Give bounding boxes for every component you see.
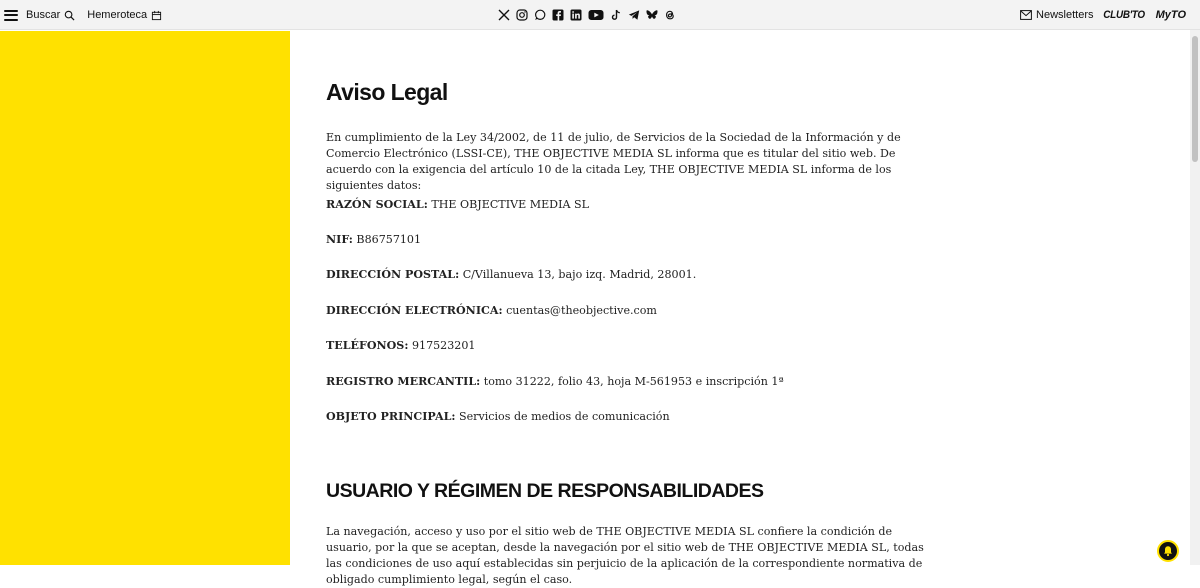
field-value: 917523201 [408,339,476,352]
field-telefonos [326,338,475,354]
section-paragraph: La navegación, acceso y uso por el sitio web de THE OBJECTIVE MEDIA SL confiere la condición de usuario, por la que se aceptan, desde la navegación por el sitio web de THE OBJECTIVE MEDIA SL, todas las condiciones de uso aquí establecidas sin perjuicio de la aplicación de la correspondiente normativa de obligado cumplimiento legal, según el caso. [326,525,924,586]
yellow-sidebar-panel [0,31,290,565]
social-links [498,0,676,30]
telegram-icon[interactable] [628,9,640,21]
newsletters-label: Newsletters [1036,9,1094,21]
scrollbar-thumb[interactable] [1192,36,1198,162]
newsletters-link[interactable] [1020,9,1093,21]
field-label: REGISTRO MERCANTIL: [326,375,481,388]
field-label: OBJETO PRINCIPAL: [326,410,456,423]
calendar-icon [151,10,162,21]
field-value: B86757101 [352,233,422,246]
field-label: NIF: [326,233,353,246]
myto-link[interactable]: MyTO [1155,9,1186,21]
field-direccion-postal [326,267,696,283]
field-value: tomo 31222, folio 43, hoja M-561953 e inscripción 1ª [480,375,784,388]
field-label: TELÉFONOS: [326,339,409,352]
archive-link[interactable] [87,9,162,21]
field-label: DIRECCIÓN POSTAL: [326,268,460,281]
page-title: Aviso Legal [326,79,448,105]
field-objeto-principal [326,409,670,425]
instagram-icon[interactable] [516,9,528,21]
article-content [326,31,936,586]
bell-icon[interactable] [1157,540,1179,562]
menu-icon[interactable] [4,10,18,21]
linkedin-icon[interactable] [570,9,582,21]
topbar-right [1020,0,1186,30]
field-razon-social [326,197,589,213]
threads-icon[interactable] [664,9,676,21]
intro-paragraph: En cumplimiento de la Ley 34/2002, de 11 de julio, de Servicios de la Sociedad de la Información y de Comercio Electrónico (LSSI-CE), THE OBJECTIVE MEDIA SL informa que es titular del sitio web. De acuerdo con la exigencia del artículo 10 de la citada Ley, THE OBJECTIVE MEDIA SL informa de los siguientes datos: [326,131,901,192]
field-value: C/Villanueva 13, bajo izq. Madrid, 28001. [459,268,697,281]
search-link[interactable] [26,9,75,21]
archive-label: Hemeroteca [87,9,148,21]
top-navigation-bar [0,0,1200,30]
search-label: Buscar [26,9,61,21]
field-value: THE OBJECTIVE MEDIA SL [427,198,589,211]
tiktok-icon[interactable] [610,9,622,21]
field-label: RAZÓN SOCIAL: [326,198,428,211]
topbar-left [4,0,174,30]
x-icon[interactable] [498,9,510,21]
envelope-icon [1020,10,1032,20]
field-registro-mercantil [326,374,784,390]
club-to-link[interactable]: CLUB'TO [1103,9,1146,21]
field-nif [326,232,421,248]
facebook-icon[interactable] [552,9,564,21]
bluesky-icon[interactable] [646,9,658,21]
search-icon [64,10,75,21]
field-value: Servicios de medios de comunicación [455,410,670,423]
section-title: USUARIO Y RÉGIMEN DE RESPONSABILIDADES [326,480,764,502]
field-direccion-electronica [326,303,657,319]
whatsapp-icon[interactable] [534,9,546,21]
field-value: cuentas@theobjective.com [502,304,657,317]
vertical-scrollbar[interactable] [1190,30,1200,565]
field-label: DIRECCIÓN ELECTRÓNICA: [326,304,503,317]
youtube-icon[interactable] [588,9,604,21]
